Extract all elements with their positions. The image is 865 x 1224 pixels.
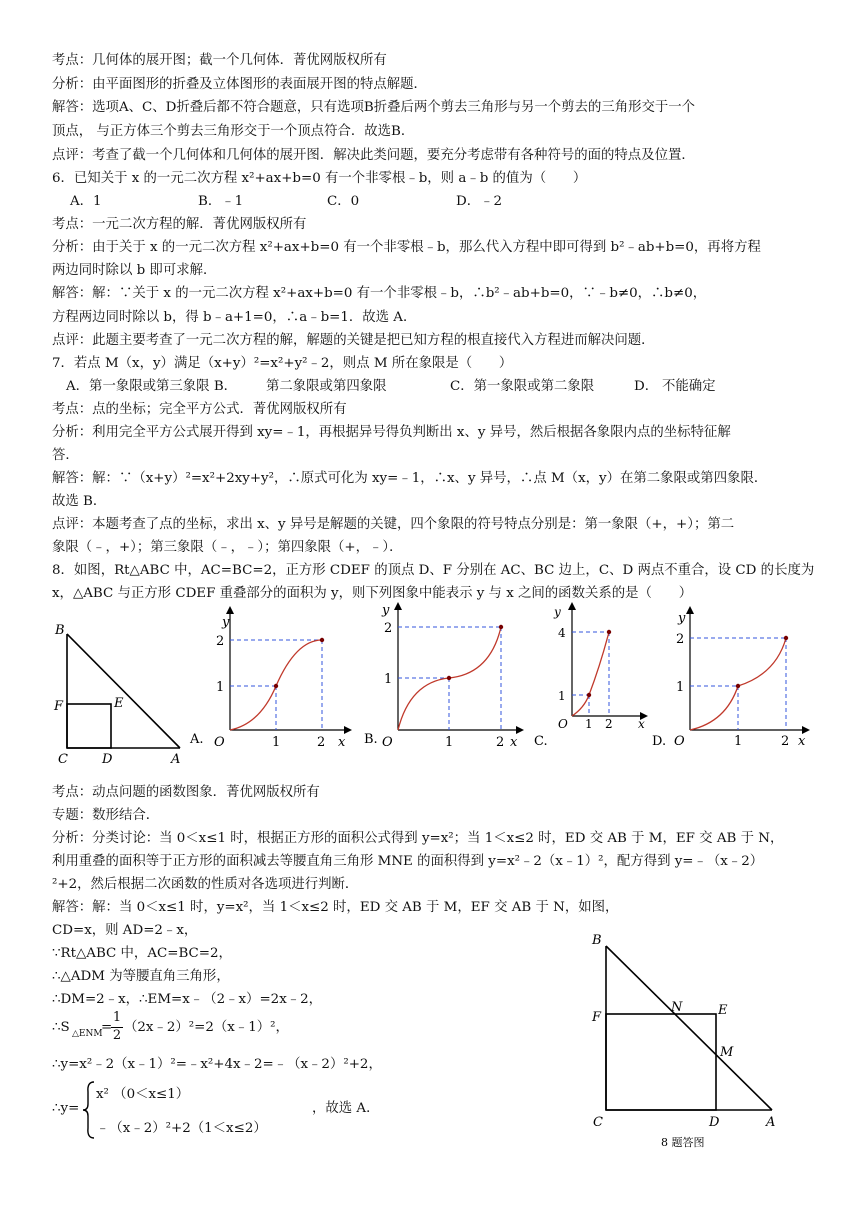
curve-point: [607, 630, 611, 634]
label-e: E: [718, 1003, 728, 1018]
fenxi-line: 分析：分类讨论：当 0＜x≤1 时，根据正方形的面积公式得到 y=x²；当 1＜x≤2 时，ED 交 AB 于 M，EF 交 AB 于 N，: [52, 831, 784, 846]
y-axis-label: y: [678, 611, 686, 626]
jieda-line: 方程两边同时除以 b，得 b﹣a+1=0，∴a﹣b=1．故选 A．: [52, 310, 417, 325]
origin-label: O: [558, 717, 568, 731]
option-label: B.: [364, 732, 378, 747]
x-tick: 2: [605, 717, 613, 731]
piece-1: x² （0＜x≤1）: [96, 1087, 190, 1102]
jieda-line: 解答：解：∵关于 x 的一元二次方程 x²+ax+b=0 有一个非零根﹣b，∴b²﹣ab+b=0，∵﹣b≠0，∴b≠0，: [52, 286, 707, 301]
fenxi-line: 利用重叠的面积等于正方形的面积减去等腰直角三角形 MNE 的面积得到 y=x²﹣2（x﹣1）²，配方得到 y=﹣（x﹣2）: [52, 854, 764, 869]
x-tick: 1: [272, 735, 281, 750]
jieda-line: CD=x，则 AD=2﹣x，: [52, 923, 198, 938]
graph-d: [648, 604, 813, 754]
option-d: D．﹣2: [456, 194, 503, 209]
x-axis-arrow: [344, 726, 352, 734]
option-a: A．1: [70, 194, 102, 209]
y-tick: 1: [216, 680, 225, 695]
option-c: C．0: [327, 194, 360, 209]
brace: [82, 1080, 96, 1140]
curve-point: [499, 625, 503, 629]
area-subscript: △ENM: [72, 1029, 103, 1039]
x-axis-label: x: [338, 735, 346, 750]
y-tick: 4: [558, 626, 566, 640]
option-a: A．第一象限或第三象限 B．: [66, 379, 238, 394]
fraction-numerator: 1: [112, 1010, 122, 1025]
label-c: C: [593, 1115, 603, 1130]
jieda-line: 顶点， 与正方体三个剪去三角形交于一个顶点符合．故选B．: [52, 124, 415, 139]
area-equals: =: [101, 1020, 113, 1035]
zhuanti-line: 专题：数形结合．: [52, 808, 160, 823]
kaodian-line: 考点：一元二次方程的解．菁优网版权所有: [52, 217, 307, 232]
label-c: C: [58, 752, 68, 767]
question-7-stem: 7．若点 M（x，y）满足（x+y）²=x²+y²﹣2，则点 M 所在象限是（ ）: [52, 356, 513, 371]
option-d: D．: [634, 379, 659, 394]
figure-caption: 8 题答图: [661, 1136, 705, 1149]
y-axis-arrow: [686, 606, 694, 614]
jieda-line: ∴y=x²﹣2（x﹣1）²=﹣x²+4x﹣2=﹣（x﹣2）²+2，: [52, 1057, 382, 1072]
y-tick: 1: [676, 680, 685, 695]
dianping-line: 点评：考查了截一个几何体和几何体的展开图．解决此类问题，要充分考虑带有各种符号的面的特点及位置．: [52, 148, 695, 163]
piecewise-prefix: ∴y=: [52, 1101, 80, 1116]
jieda-line: 解答：解：∵（x+y）²=x²+2xy+y²，∴原式可化为 xy=﹣1，∴x、y 异号，∴点 M（x，y）在第二象限或第四象限．: [52, 471, 768, 486]
jieda-line: ∴△ADM 为等腰直角三角形，: [52, 969, 230, 984]
fraction-denominator: 2: [112, 1028, 122, 1043]
graph-c: [530, 600, 650, 755]
dianping-line: 点评：此题主要考查了一元二次方程的解，解题的关键是把已知方程的根直接代入方程进而解决问题．: [52, 333, 655, 348]
label-e: E: [114, 696, 124, 711]
dianping-line: 象限（﹣，+）；第三象限（﹣，﹣）；第四象限（+，﹣）．: [52, 540, 403, 555]
label-d: D: [709, 1115, 720, 1130]
x-tick: 2: [496, 735, 505, 750]
curve-point: [274, 684, 278, 688]
jieda-line: ∴DM=2﹣x，∴EM=x﹣（2﹣x）=2x﹣2，: [52, 992, 323, 1007]
origin-label: O: [382, 735, 393, 750]
y-tick: 2: [384, 621, 393, 636]
side-ab: [67, 634, 180, 748]
jieda-line: ∵Rt△ABC 中，AC=BC=2，: [52, 946, 232, 961]
jieda-line: 解答：解：当 0＜x≤1 时，y=x²，当 1＜x≤2 时，ED 交 AB 于 M，EF 交 AB 于 N，如图，: [52, 900, 619, 915]
fenxi-line: 答．: [52, 448, 79, 463]
option-label: C.: [534, 734, 548, 749]
curve-point: [736, 684, 740, 688]
y-axis-arrow: [394, 602, 402, 610]
jieda-line: 故选 B．: [52, 494, 107, 509]
x-axis-label: x: [638, 717, 645, 731]
x-tick: 1: [585, 717, 593, 731]
question-8-stem: x，△ABC 与正方形 CDEF 重叠部分的面积为 y，则下列图象中能表示 y 与 x 之间的函数关系的是（ ）: [52, 586, 693, 601]
y-axis-label: y: [382, 603, 390, 618]
y-axis-arrow: [226, 606, 234, 614]
label-b: B: [55, 623, 65, 638]
origin-label: O: [674, 734, 685, 749]
option-d-text: 不能确定: [662, 379, 716, 394]
function-curve: [572, 632, 609, 716]
label-f: F: [592, 1010, 602, 1025]
y-tick: 1: [384, 672, 393, 687]
square-cdef: [67, 704, 111, 748]
graph-b: [360, 600, 530, 755]
triangle-figure: [50, 612, 190, 772]
x-axis-label: x: [798, 734, 806, 749]
curve-point: [587, 693, 591, 697]
option-b: 第二象限或第四象限: [266, 379, 387, 394]
y-axis-label: y: [222, 615, 230, 630]
y-tick: 1: [558, 689, 566, 703]
area-formula-rest: （2x﹣2）²=2（x﹣1）²，: [124, 1020, 289, 1035]
fenxi-line: 分析：由于关于 x 的一元二次方程 x²+ax+b=0 有一个非零根﹣b，那么代入方程中即可得到 b²﹣ab+b=0，再将方程: [52, 240, 761, 255]
x-tick: 2: [317, 735, 326, 750]
jieda-line: 解答：选项A、C、D折叠后都不符合题意，只有选项B折叠后两个剪去三角形与另一个剪去的三角形交于一个: [52, 100, 696, 115]
side-ab: [606, 946, 772, 1110]
x-tick: 1: [734, 734, 743, 749]
label-b: B: [592, 933, 602, 948]
label-d: D: [102, 752, 113, 767]
y-tick: 2: [216, 634, 225, 649]
label-a: A: [171, 752, 181, 767]
label-n: N: [671, 1000, 683, 1015]
x-axis-arrow: [802, 726, 810, 734]
square-cdef: [606, 1014, 716, 1110]
option-label: D.: [652, 734, 667, 749]
y-axis-label: y: [554, 605, 561, 619]
fenxi-line: 两边同时除以 b 即可求解．: [52, 263, 217, 278]
label-a: A: [766, 1115, 776, 1130]
option-c: C．第一象限或第二象限: [450, 379, 595, 394]
fenxi-line: ²+2，然后根据二次函数的性质对各选项进行判断．: [52, 877, 359, 892]
curve-point: [784, 636, 788, 640]
curve-point: [447, 676, 451, 680]
y-tick: 2: [676, 632, 685, 647]
option-b: B．﹣1: [198, 194, 244, 209]
kaodian-line: 考点：动点问题的函数图象．菁优网版权所有: [52, 785, 320, 800]
curve-point: [320, 638, 324, 642]
answer-figure: [585, 925, 785, 1155]
label-f: F: [54, 699, 64, 714]
y-axis-arrow: [568, 602, 576, 610]
option-label: A.: [190, 732, 204, 747]
fenxi-line: 分析：由平面图形的折叠及立体图形的表面展开图的特点解题．: [52, 77, 427, 92]
graph-a: [186, 604, 356, 754]
fenxi-line: 分析：利用完全平方公式展开得到 xy=﹣1，再根据异号得负判断出 x、y 异号，然后根据各象限内点的坐标特征解: [52, 425, 731, 440]
label-m: M: [720, 1045, 734, 1060]
piecewise-suffix: ，故选 A．: [312, 1101, 380, 1116]
question-6-stem: 6．已知关于 x 的一元二次方程 x²+ax+b=0 有一个非零根﹣b，则 a﹣b 的值为（ ）: [52, 171, 587, 186]
area-formula-prefix: ∴S: [52, 1020, 70, 1035]
x-tick: 2: [781, 734, 790, 749]
origin-label: O: [214, 735, 225, 750]
kaodian-line: 考点：几何体的展开图；截一个几何体．菁优网版权所有: [52, 53, 387, 68]
x-tick: 1: [445, 735, 454, 750]
piece-2: ﹣（x﹣2）²+2（1＜x≤2）: [96, 1121, 267, 1136]
kaodian-line: 考点：点的坐标；完全平方公式．菁优网版权所有: [52, 402, 347, 417]
x-axis-arrow: [516, 726, 524, 734]
x-axis-label: x: [510, 735, 518, 750]
question-8-stem: 8．如图，Rt△ABC 中，AC=BC=2，正方形 CDEF 的顶点 D、F 分别在 AC、BC 边上，C、D 两点不重合，设 CD 的长度为: [52, 563, 815, 578]
dianping-line: 点评：本题考查了点的坐标，求出 x、y 异号是解题的关键，四个象限的符号特点分别是：第一象限（+，+）；第二: [52, 517, 735, 532]
